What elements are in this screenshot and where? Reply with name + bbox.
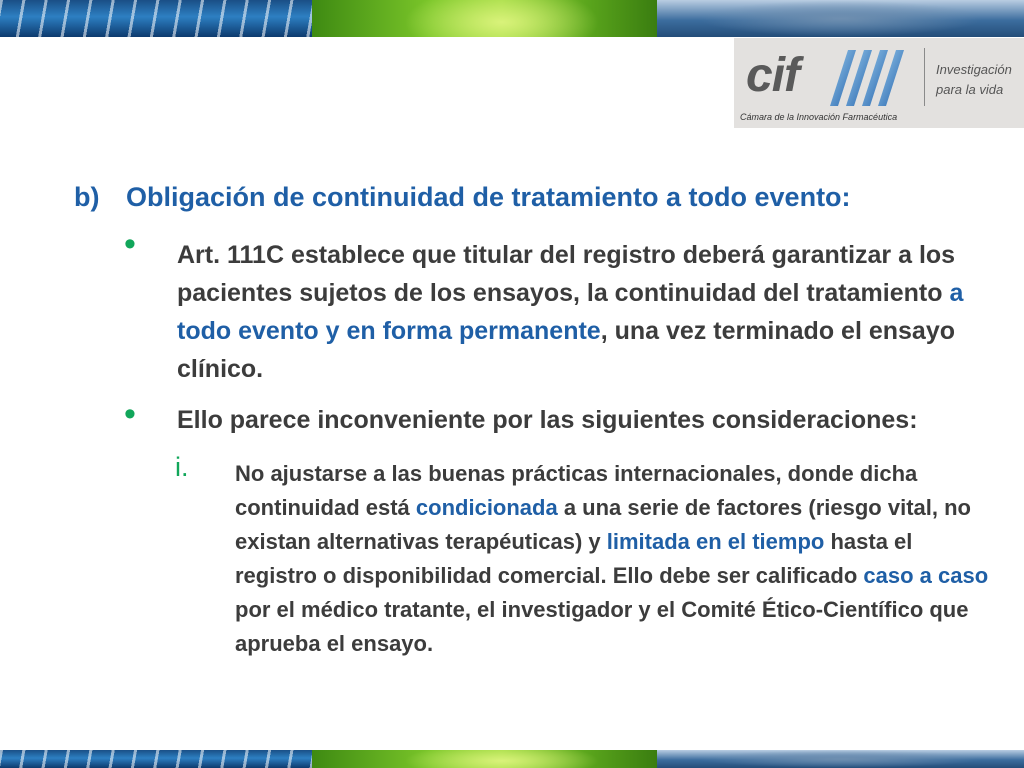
highlight-text: a todo evento y en forma permanente [177,279,964,345]
cif-logo [734,38,1024,128]
bullet-icon: • [124,395,136,433]
sky-image-strip [657,0,1024,37]
logo-subtitle: Cámara de la Innovación Farmacéutica [740,112,898,122]
sky-image-strip [657,750,1024,768]
cif-emblem-icon [826,46,908,108]
logo-wordmark: cif [746,49,800,102]
sub-item-paragraph: No ajustarse a las buenas prácticas internacionales, donde dicha continuidad está condicionada a una serie de factores (riesgo vital, no existan alternativas terapéuticas) y limitada en el tiempo hasta el registro o disponibilidad comercial. Ello debe ser calificado caso a caso por el médico tratante, el investigador y el Comité Ético-Científico que aprueba el ensayo. [235,461,989,656]
logo-divider [924,48,925,106]
bullet-paragraph-1: Art. 111C establece que titular del registro deberá garantizar a los pacientes sujetos de los ensayos, la continuidad del tratamiento a todo evento y en forma permanente, una vez terminado el ensayo clínico. [177,241,964,383]
slide-heading [74,182,851,213]
highlight-text: limitada en el tiempo [606,529,825,554]
highlight-text: condicionada [415,495,558,520]
bullet-icon: • [124,225,136,263]
water-image-strip [0,0,312,37]
leaf-image-strip [312,0,657,37]
highlight-text: caso a caso [863,563,989,588]
bullet-paragraph-2: Ello parece inconveniente por las siguientes consideraciones: [177,406,918,434]
heading-text: Obligación de continuidad de tratamiento a todo evento: [126,182,851,212]
water-image-strip [0,750,312,768]
logo-tagline: Investigación para la vida [936,62,1012,97]
heading-marker: b) [74,182,100,212]
leaf-image-strip [312,750,657,768]
bottom-decorative-banner [0,750,1024,768]
top-decorative-banner [0,0,1024,37]
roman-numeral-marker: i. [175,452,189,482]
